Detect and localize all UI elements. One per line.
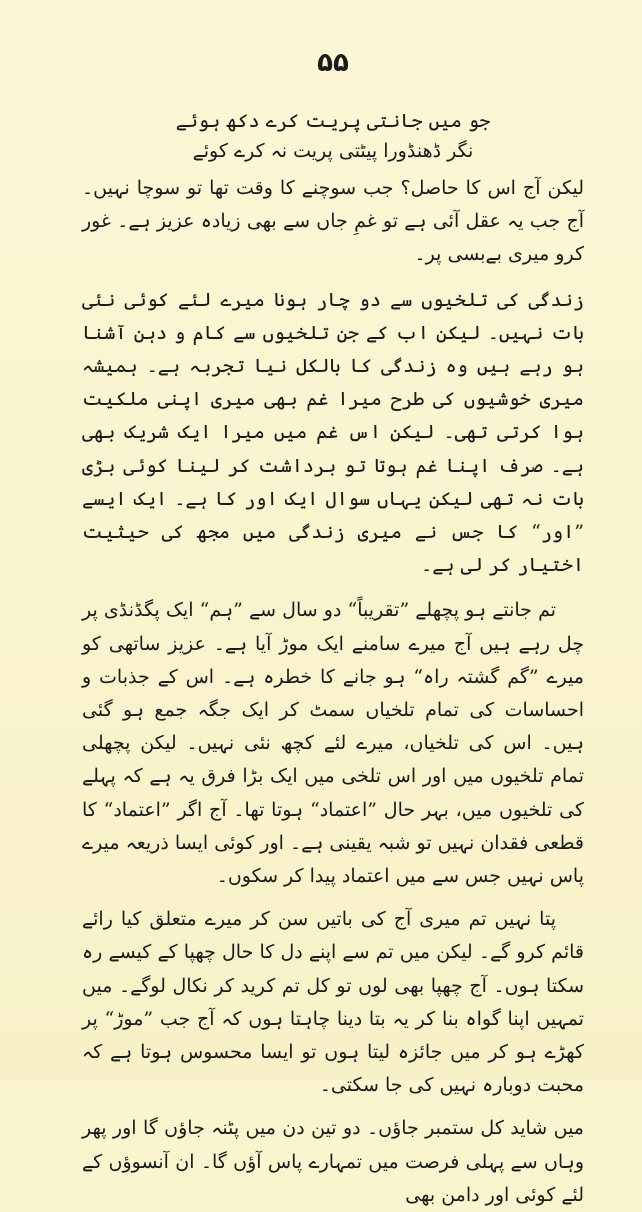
couplet-line-2: نگر ڈھنڈورا پیٹتی پریت نہ کرے کوئے: [192, 140, 474, 162]
couplet: [82, 106, 584, 166]
page-number: ۵۵: [317, 48, 349, 78]
paragraph: زندگی کی تلخیوں سے دو چار ہونا میرے لئے کوئی نئی بات نہیں۔ لیکن اب کے جن تلخیوں سے کام و دہن آشنا ہو رہے ہیں وہ زندگی کا بالکل نیا تجربہ ہے۔ ہمیشہ میری خوشیوں کی طرح میرا غم بھی میری اپنی ملکیت ہوا کرتی تھی۔ لیکن اس غم میں میرا ایک شریک بھی ہے۔ صرف اپنا غم ہوتا تو برداشت کر لینا کوئی بڑی بات نہ تھی لیکن یہاں سوال ایک اور کا ہے۔ ایک ایسے ”اور“ کا جس نے میری زندگی میں مجھ کی حیثیت اختیار کر لی ہے۔: [82, 288, 584, 577]
couplet-line-1: جو میں جانتی پریت کرے دکھ ہوئے: [175, 110, 491, 132]
paragraph: تم جانتے ہو پچھلے ”تقریباً“ دو سال سے ”ہم“ ایک پگڈنڈی پر چل رہے ہیں آج میرے سامنے ایک موڑ آیا ہے۔ عزیز ساتھی کو میرے ”گم گشتہ راہ“ ہو جانے کا خطرہ ہے۔ اس کے جذبات و احساسات کی تمام تلخیاں سمٹ کر ایک جگہ جمع ہو گئی ہیں۔ اس کی تلخیاں، میرے لئے کچھ نئی نہیں۔ لیکن پچھلی تمام تلخیوں میں اور اس تلخی میں ایک بڑا فرق یہ ہے کہ پہلے کی تلخیوں میں، بہر حال ”اعتماد“ ہوتا تھا۔ آج اگر ”اعتماد“ کا قطعی فقدان نہیں تو شبہ یقینی ہے۔ اور کوئی ایسا ذریعہ میرے پاس نہیں جس سے میں اعتماد پیدا کر سکوں۔: [82, 599, 584, 888]
paragraph: پتا نہیں تم میری آج کی باتیں سن کر میرے متعلق کیا رائے قائم کرو گے۔ لیکن میں تم سے اپنے دل کا حال چھپا کے کیسے رہ سکتا ہوں۔ آج چھپا بھی لوں تو کل تم کرید کر نکال لوگے۔ میں تمہیں اپنا گواہ بنا کر یہ بتا دینا چاہتا ہوں کہ آج جب ”موڑ“ پر کھڑے ہو کر میں جائزہ لیتا ہوں تو ایسا محسوس ہوتا ہے کہ محبت دوبارہ نہیں کی جا سکتی۔: [82, 908, 584, 1097]
paragraph: لیکن آج اس کا حاصل؟ جب سوچنے کا وقت تھا تو سوچا نہیں۔ آج جب یہ عقل آئی ہے تو غمِ جاں سے بھی زیادہ عزیز ہے۔ غور کرو میری بےبسی پر۔: [82, 177, 584, 266]
paragraph: میں شاید کل ستمبر جاؤں۔ دو تین دن میں پٹنہ جاؤں گا اور پھر وہاں سے پہلی فرصت میں تمہارے پاس آؤں گا۔ ان آنسوؤں کے لئے کوئی اور دامن بھی: [82, 1117, 584, 1206]
